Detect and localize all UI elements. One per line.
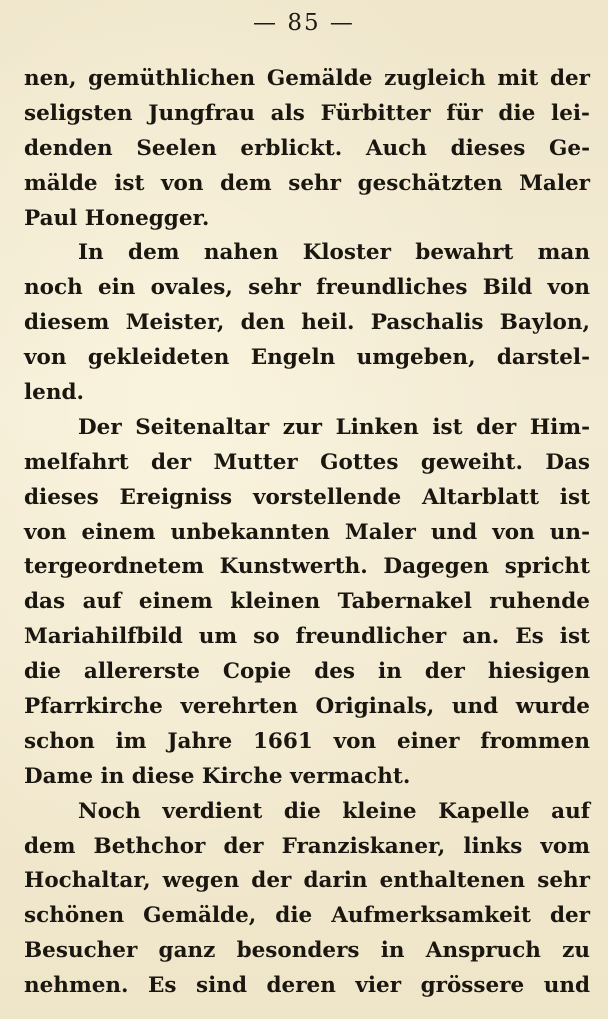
text-line: Besucher ganz besonders in Anspruch zu (24, 938, 590, 964)
text-line: die allererste Copie des in der hiesigen (24, 659, 590, 685)
text-line: Der Seitenaltar zur Linken ist der Him- (78, 414, 590, 440)
text-line: Paul Honegger. (24, 205, 210, 231)
text-line: dieses Ereigniss vorstellende Altarblatt ist (24, 484, 590, 510)
page-number: — 85 — (253, 10, 355, 36)
text-line: nehmen. Es sind deren vier grössere und (24, 973, 590, 999)
text-line: noch ein ovales, sehr freundliches Bild von (24, 275, 590, 301)
body-text (24, 62, 590, 1004)
text-line: schon im Jahre 1661 von einer frommen (24, 728, 590, 754)
text-line: Noch verdient die kleine Kapelle auf (78, 798, 590, 824)
text-line: In dem nahen Kloster bewahrt man (78, 240, 590, 266)
text-line: das auf einem kleinen Tabernakel ruhende (24, 589, 590, 615)
text-line: Dame in diese Kirche vermacht. (24, 763, 411, 789)
text-line: Mariahilfbild um so freundlicher an. Es ist (24, 624, 590, 650)
text-line: nen, gemüthlichen Gemälde zugleich mit der (24, 66, 590, 91)
text-line: diesem Meister, den heil. Paschalis Baylon, (24, 310, 590, 336)
text-line: melfahrt der Mutter Gottes geweiht. Das (24, 449, 590, 475)
text-line: von gekleideten Engeln umgeben, darstel- (24, 345, 590, 371)
text-line: schönen Gemälde, die Aufmerksamkeit der (24, 903, 590, 929)
text-line: Pfarrkirche verehrten Originals, und wurde (24, 694, 590, 720)
text-line: von einem unbekannten Maler und von un- (24, 519, 590, 545)
text-line: mälde ist von dem sehr geschätzten Maler (24, 170, 590, 196)
text-line: dem Bethchor der Franziskaner, links vom (24, 833, 590, 859)
text-line: denden Seelen erblickt. Auch dieses Ge- (24, 135, 590, 161)
text-line: tergeordnetem Kunstwerth. Dagegen spricht (24, 554, 590, 580)
text-line: seligsten Jungfrau als Fürbitter für die lei- (24, 100, 590, 126)
text-line: lend. (24, 380, 84, 406)
text-line: Hochaltar, wegen der darin enthaltenen sehr (24, 868, 590, 894)
